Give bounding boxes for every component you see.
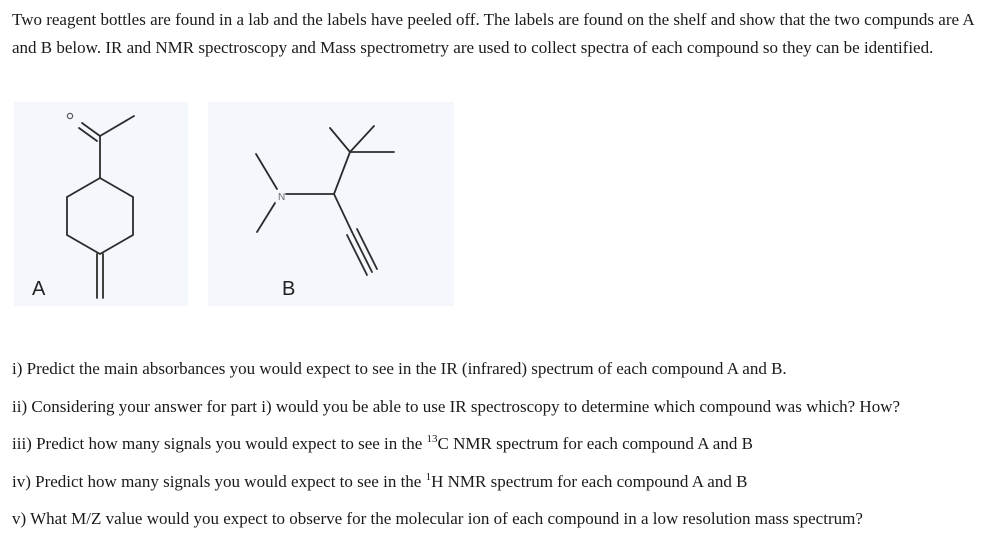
question-3-text-before: iii) Predict how many signals you would expect to see in the (12, 434, 427, 453)
intro-text: Two reagent bottles are found in a lab and the labels have peeled off. The labels are found on the shelf and show that the two compunds are A and B below. IR and NMR spectroscopy and Mass spectrometry are used to collect spectra of each compound so they can be identified. (12, 10, 974, 57)
question-5: v) What M/Z value would you expect to observe for the molecular ion of each compound in a low resolution mass spectrum? (12, 509, 863, 528)
cyclohexane-ring (67, 178, 133, 254)
question-4 (12, 469, 1002, 507)
structure-a-panel (14, 102, 188, 306)
tbutyl-stem-bond (334, 152, 350, 194)
structure-a-drawing (14, 102, 188, 306)
question-4-text-before: iv) Predict how many signals you would expect to see in the (12, 471, 426, 491)
methyl-bond (100, 116, 134, 136)
structure-b-panel (208, 102, 454, 306)
question-3 (12, 431, 1002, 469)
nitrogen-atom-label: N (278, 192, 286, 203)
question-4-text-after: H NMR spectrum for each compound A and B (431, 471, 748, 491)
n-methyl-bond-upper (256, 154, 277, 189)
alkyne-chain-bond (334, 194, 352, 232)
n-methyl-bond-lower (257, 203, 275, 232)
question-list (12, 356, 1002, 544)
structure-b-label: B (282, 278, 296, 300)
oxygen-atom (67, 113, 72, 118)
question-3-text-after: C NMR spectrum for each compound A and B (437, 434, 753, 453)
tbutyl-methyl-1 (330, 128, 350, 152)
carbonyl-bond-1 (82, 123, 100, 136)
structure-a-label: A (32, 278, 46, 300)
tbutyl-methyl-2 (350, 126, 374, 152)
question-4-superscript: 1 (425, 470, 432, 483)
structure-b-drawing (208, 102, 454, 306)
carbonyl-bond-2 (79, 128, 97, 141)
question-2: ii) Considering your answer for part i) would you be able to use IR spectroscopy to determine which compound was which? How? (12, 396, 901, 416)
question-3-superscript: 13 (426, 433, 438, 445)
question-1: i) Predict the main absorbances you would expect to see in the IR (infrared) spectrum of each compound A and B. (12, 359, 787, 378)
